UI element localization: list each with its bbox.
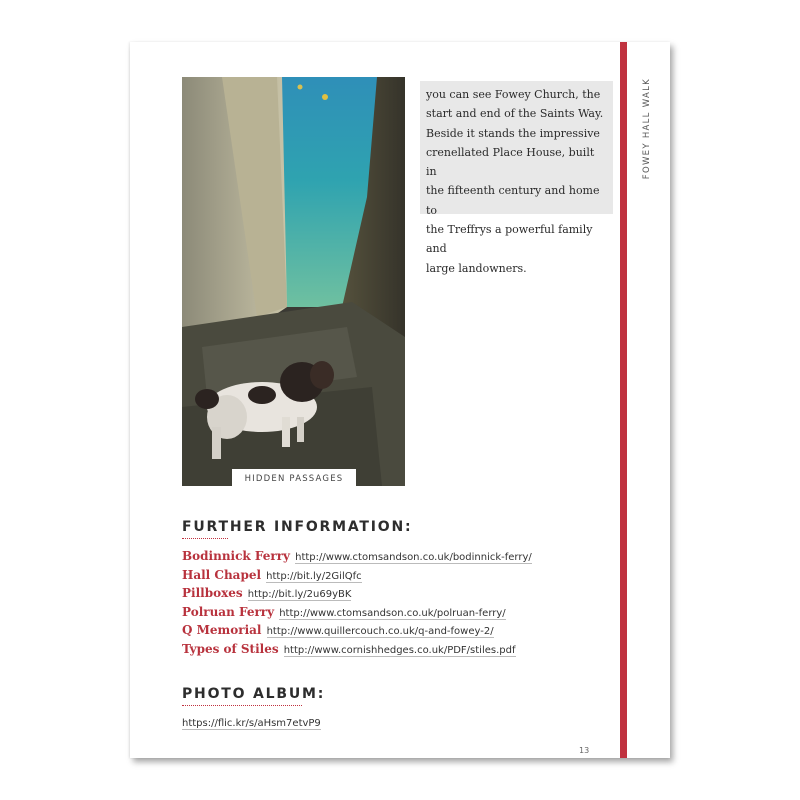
link-name: Q Memorial [182,623,262,637]
text-line: Beside it stands the impressive [426,126,600,140]
heading-underline [182,705,302,706]
link-name: Bodinnick Ferry [182,549,291,563]
link-name: Hall Chapel [182,567,262,582]
link-name: Pillboxes [182,586,243,600]
link-url[interactable]: http://www.cornishhedges.co.uk/PDF/stiles.pdf [283,644,516,656]
photo-illustration [182,77,405,486]
link-url[interactable]: http://www.ctomsandson.co.uk/bodinnick-ferry/ [295,552,532,563]
link-name: Polruan Ferry [182,604,275,619]
photo-caption: HIDDEN PASSAGES [232,469,356,489]
photo-album-link[interactable]: https://flic.kr/s/aHsm7etvP9 [182,718,321,729]
link-url[interactable]: http://www.ctomsandson.co.uk/polruan-ferry/ [279,607,506,619]
link-name: Types of Stiles [182,641,279,656]
document-page [130,42,670,758]
link-row-q-memorial [182,619,532,638]
link-row-pillboxes [182,582,532,601]
heading-text: FURTHER INFORMATION [182,519,405,535]
link-url[interactable]: http://bit.ly/2GilQfc [266,570,362,582]
text-line: start and end of the Saints Way. [426,107,604,121]
link-row-polruan-ferry [182,601,532,620]
heading-text: PHOTO ALBUM: [182,686,326,702]
photo-hidden-passages [182,77,405,486]
further-information-heading [182,519,412,535]
text-line: crenellated Place House, built in [426,145,595,179]
photo-album-heading [182,686,325,702]
page-number: 13 [579,746,590,755]
text-line: the fifteenth century and home to [426,184,600,217]
text-line: you can see Fowey Church, the [426,88,601,101]
further-information-links [182,545,532,656]
link-url[interactable]: http://bit.ly/2u69yBK [247,589,352,600]
heading-underline [182,538,228,539]
link-row-hall-chapel [182,564,532,583]
text-line: large landowners. [426,261,527,275]
text-line: the Treffrys a powerful family and [426,223,593,256]
link-row-types-of-stiles [182,638,532,657]
side-section-label: FOWEY HALL WALK [642,78,652,180]
link-url[interactable]: http://www.quillercouch.co.uk/q-and-fowey-2/ [266,626,494,637]
accent-sidebar-bar [620,42,627,758]
heading-colon: : [405,519,413,535]
link-row-bodinnick-ferry [182,545,532,564]
text-box [420,81,613,275]
